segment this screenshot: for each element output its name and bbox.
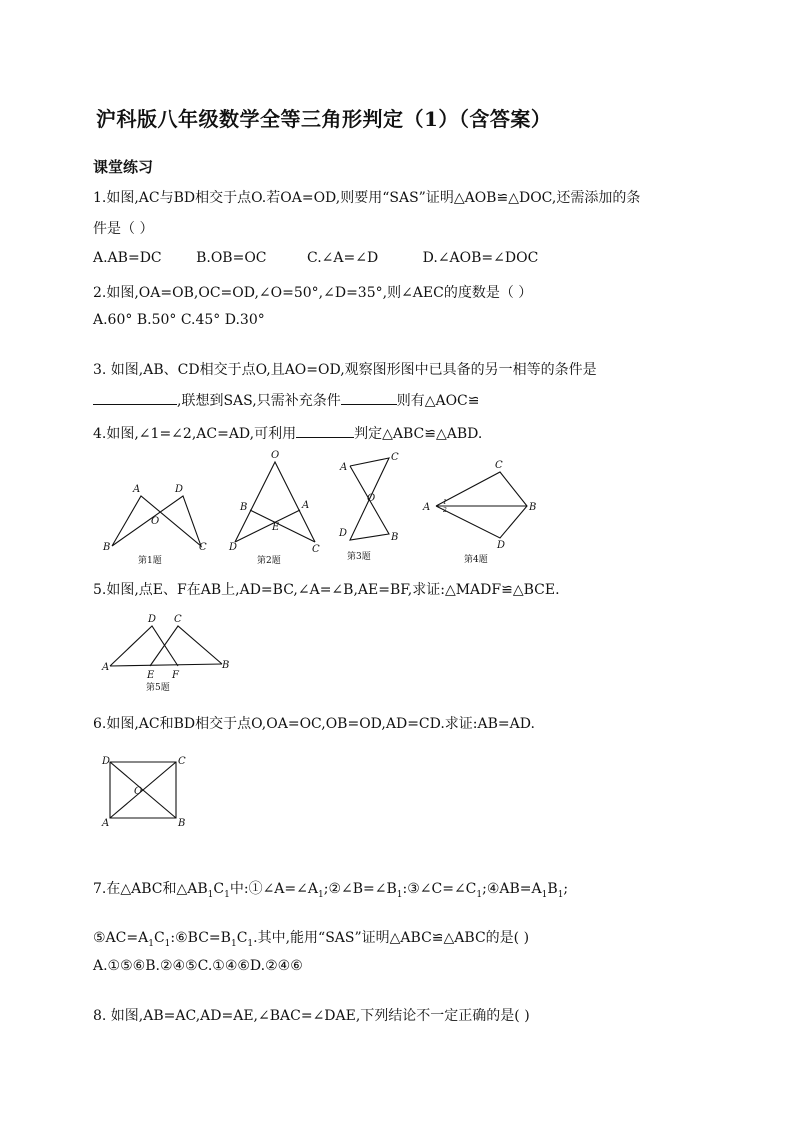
fig4-label-b: B [529,502,537,513]
fig1-label-a: A [133,484,141,495]
fig3-label-c: C [391,452,399,463]
q4-line1 [93,423,482,443]
figure-3 [338,452,399,562]
fig5-label-c: C [174,614,182,625]
page-title: 沪科版八年级数学全等三角形判定（1）（含答案） [96,107,552,131]
fig6-label-c: C [178,756,186,767]
q7-line1-start: 7.在△ABC和△A [93,881,198,897]
fig4-caption: 第4题 [464,555,488,565]
q4-blank[interactable] [296,423,354,438]
q5-line1: 5.如图,点E、F在AB上,AD=BC,∠A=∠B,AE=BF,求证:△MADF≌△BCE. [93,582,560,598]
fig3-caption: 第3题 [347,552,371,562]
fig3-label-o: O [367,493,376,504]
q3-line1: 3. 如图,AB、CD相交于点O,且AO=OD,观察图形图中已具备的另一相等的条件是 [93,362,597,378]
q4-line1-start: 4.如图,∠1=∠2,AC=AD,可利用 [93,426,297,442]
fig5-label-e: E [147,670,155,681]
figure-6 [98,750,198,832]
fig2-label-e: E [272,522,280,533]
q1-option-d: D.∠AOB=∠DOC [422,250,539,266]
q2-line1: 2.如图,OA=OB,OC=OD,∠O=50°,∠D=35°,则∠AEC的度数是（ ） [93,285,533,301]
fig6-label-b: B [178,818,186,829]
fig5-label-b: B [222,660,230,671]
figures-row [95,444,555,570]
q1-options [93,250,538,266]
fig1-label-o: O [151,516,160,527]
section-heading: 课堂练习 [93,158,154,176]
figure-2 [228,450,320,566]
q3-line2-end: 则有△AOC≌ [396,393,480,409]
fig4-label-d: D [497,540,506,551]
figure-4 [422,460,536,565]
fig5-label-d: D [148,614,157,625]
q3-blank-1[interactable] [93,390,177,405]
q1-option-b: B.OB=OC [196,250,267,266]
fig5-caption: 第5题 [146,683,170,693]
fig1-label-d: D [175,484,184,495]
fig5-label-f: F [172,670,179,681]
fig2-label-c: C [312,544,320,555]
q8-line1: 8. 如图,AB=AC,AD=AE,∠BAC=∠DAE,下列结论不一定正确的是( ) [93,1008,530,1024]
fig2-label-a: A [302,500,310,511]
fig6-label-d: D [102,756,111,767]
fig6-label-o: O [134,786,143,797]
q2-options: A.60° B.50° C.45° D.30° [93,312,265,328]
fig4-label-1: 1 [443,499,447,506]
fig1-label-c: C [199,542,207,553]
fig4-label-a: A [423,502,431,513]
q3-line2 [93,390,480,410]
fig3-label-d: D [339,528,348,539]
q7-options: A.①⑤⑥B.②④⑤C.①④⑥D.②④⑥ [93,958,303,974]
q1-line1: 1.如图,AC与BD相交于点O.若OA=OD,则要用“SAS”证明△AOB≌△DOC,还需添加的条 [93,190,641,206]
figure-5 [100,608,240,698]
fig4-label-c: C [495,460,503,471]
fig1-label-b: B [103,542,111,553]
q3-line2-mid: ,联想到SAS,只需补充条件 [177,393,341,409]
figure-1 [102,484,207,566]
q1-option-a: A.AB=DC [93,250,162,266]
q1-option-c: C.∠A=∠D [306,250,379,266]
fig2-label-b: B [240,502,248,513]
fig6-label-a: A [102,818,110,829]
fig2-label-d: D [229,542,238,553]
fig3-label-b: B [391,532,399,543]
fig2-label-o: O [271,450,280,461]
fig2-caption: 第2题 [257,556,281,566]
q7-line1: 7.在△ABC和$\triangle AB_1C_1$中$:①\angle A=\angle A_1;②\angle B=\angle B_1:③\angle C=\angle C_1;④AB=A_1B_1$; [93,881,569,900]
fig1-caption: 第1题 [138,556,162,566]
q1-line2: 件是（ ） [93,221,154,237]
q3-blank-2[interactable] [341,390,397,405]
fig3-label-a: A [340,462,348,473]
q4-line1-end: 判定△ABC≌△ABD. [354,426,483,442]
q7-line2-start: ⑤AC=A [93,930,149,946]
q7-line2: $⑤AC=A_1C_1:⑥BC=B_1C_1$.其中,能用“SAS”证明△ABC≌△ABC的是( ) [93,930,530,949]
q6-line1: 6.如图,AC和BD相交于点O,OA=OC,OB=OD,AD=CD.求证:AB=AD. [93,716,535,732]
fig5-label-a: A [102,662,110,673]
fig4-label-2: 2 [443,507,447,514]
